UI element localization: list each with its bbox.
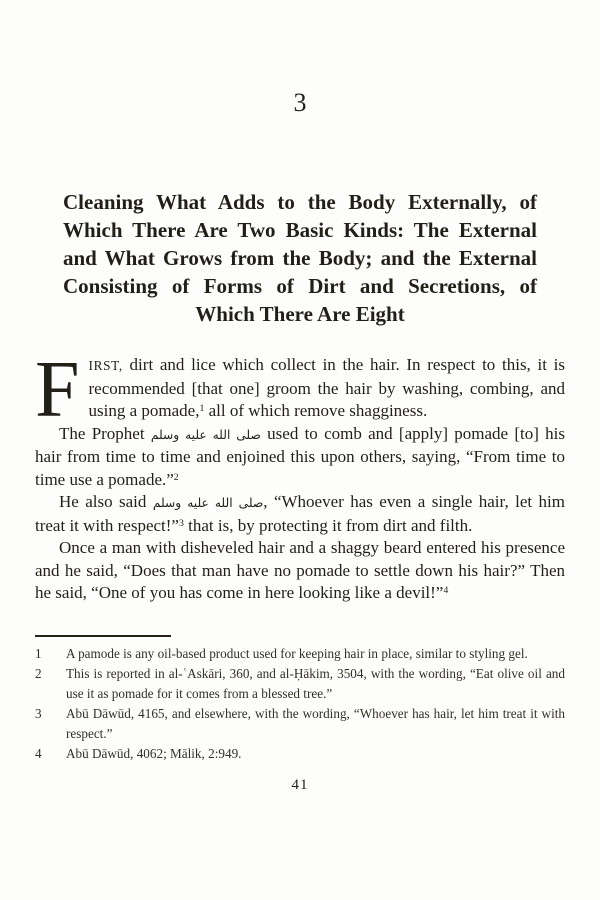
paragraph-text: He also said	[59, 492, 153, 511]
footnote-item	[35, 744, 565, 764]
footnote-text: Abū Dāwūd, 4165, and elsewhere, with the wording, “Whoever has hair, let him treat it with respect.”	[66, 705, 565, 741]
footnote-number: 2	[35, 665, 42, 681]
dropcap-letter: F	[35, 346, 80, 434]
footnote-item	[35, 644, 565, 664]
body-text	[35, 346, 565, 605]
footnote-item	[35, 704, 565, 744]
chapter-title: Cleaning What Adds to the Body Externally, of Which There Are Two Basic Kinds: The External and What Grows from the Body; and the External Consisting of Forms of Dirt and Secretions, of Which There Are Eight	[63, 190, 537, 326]
footnote-ref-2: 2	[173, 471, 179, 483]
paragraph-text: , “Whoever has even a single hair, let him treat it with respect!”	[35, 492, 565, 535]
page-number: 41	[291, 776, 309, 793]
footnote-ref-3: 3	[178, 517, 184, 529]
footnote-item	[35, 664, 565, 704]
smallcaps-lead: IRST,	[88, 358, 123, 373]
footnote-separator-rule	[35, 635, 171, 637]
footnote-text: A pamode is any oil-based product used for keeping hair in place, similar to styling gel.	[66, 645, 528, 661]
paragraph-text: The Prophet	[59, 423, 151, 443]
footnote-number: 1	[35, 645, 42, 661]
paragraph-prophet-pomade	[35, 423, 565, 492]
honorific-arabic: صلى الله عليه وسلم	[150, 427, 261, 442]
chapter-number: 3	[293, 88, 307, 117]
honorific-arabic: صلى الله عليه وسلم	[152, 496, 264, 510]
footnote-ref-4: 4	[443, 585, 449, 597]
paragraph-text: that is, by protecting it from dirt and filth.	[183, 515, 473, 535]
paragraph-disheveled-man	[35, 537, 565, 605]
footnote-text: This is reported in al-ʿAskāri, 360, and al-Ḥākim, 3504, with the wording, “Eat olive oil and use it as pomade for it comes from a blessed tree.”	[66, 665, 565, 701]
footnote-number: 4	[35, 745, 42, 761]
footnote-number: 3	[35, 705, 42, 721]
paragraph-text: used to comb and [apply] pomade [to] his hair from time to time and enjoined this upon others, saying, “From time to time use a pomade.”	[35, 423, 565, 489]
paragraph-single-hair	[35, 491, 565, 537]
footnotes-block	[35, 644, 565, 764]
footnote-ref-1: 1	[199, 403, 205, 415]
paragraph-text: dirt and lice which collect in the hair. In respect to this, it is recommended [that one] groom the hair by washing, combing, and using a pomade,	[88, 355, 565, 420]
paragraph-text: Once a man with disheveled hair and a shaggy beard entered his presence and he said, “Does that man have no pomade to settle down his hair?” Then he said, “One of you has come in here looking like a devil!”	[35, 538, 565, 602]
paragraph-text: all of which remove shagginess.	[204, 401, 428, 420]
footnote-text: Abū Dāwūd, 4062; Mālik, 2:949.	[66, 745, 242, 761]
